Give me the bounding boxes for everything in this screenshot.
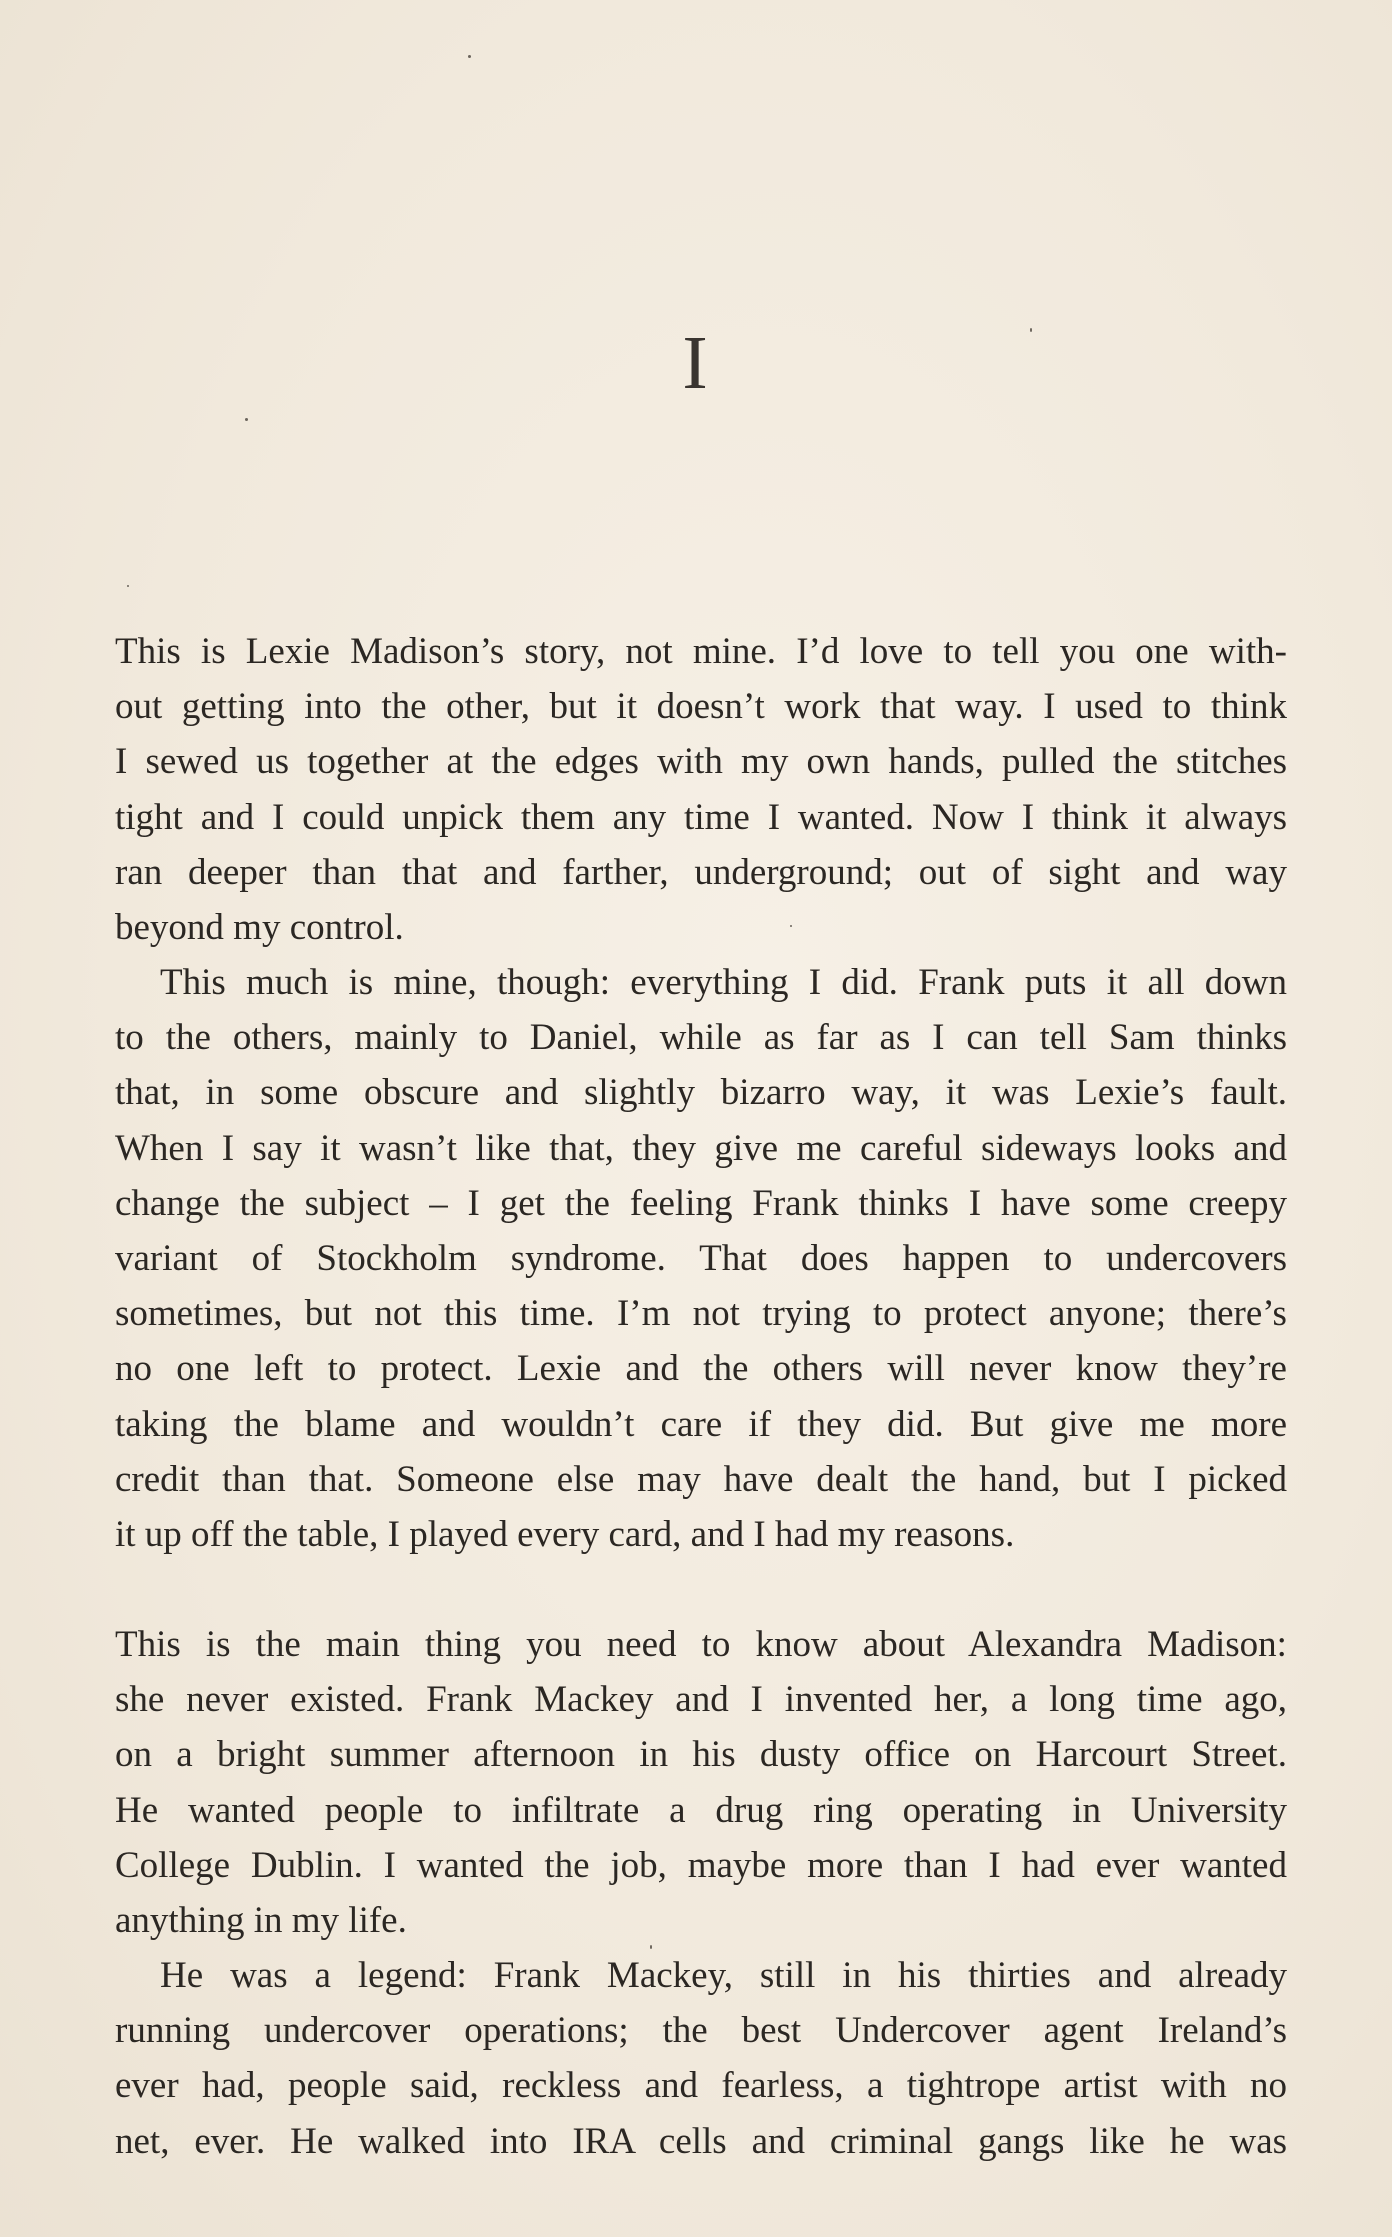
text-line: ran deeper than that and farther, underground; out of sight and way [115,851,1287,893]
text-line: to the others, mainly to Daniel, while as far as I can tell Sam thinks [115,1017,1288,1059]
chapter-number: I [682,321,710,405]
text-line: out getting into the other, but it doesn’t work that way. I used to think [115,686,1287,728]
text-line: anything in my life. [115,1900,407,1942]
text-line: beyond my control. [115,907,404,949]
text-line: He was a legend: Frank Mackey, still in his thirties and already [160,1955,1287,1996]
text-line: variant of Stockholm syndrome. That does happen to undercovers [115,1238,1287,1280]
text-line: This is Lexie Madison’s story, not mine. I’d love to tell you one with- [115,631,1287,672]
paper-speck [790,925,792,927]
paper-speck [468,55,471,58]
text-line: running undercover operations; the best Undercover agent Ireland’s [115,2010,1288,2052]
text-line: change the subject – I get the feeling Frank thinks I have some creepy [115,1182,1288,1224]
text-line: ever had, people said, reckless and fearless, a tightrope artist with no [115,2065,1288,2107]
text-line: credit than that. Someone else may have dealt the hand, but I picked [115,1458,1288,1500]
paragraph-2 [115,955,1287,1562]
paragraph-4 [115,1948,1287,2169]
text-line: no one left to protect. Lexie and the others will never know they’re [115,1348,1287,1390]
paper-speck [1030,328,1032,332]
paper-speck [245,418,248,421]
text-line: tight and I could unpick them any time I wanted. Now I think it always [115,796,1288,838]
text-line: on a bright summer afternoon in his dusty office on Harcourt Street. [115,1734,1287,1776]
paper-speck [127,585,129,587]
text-line: net, ever. He walked into IRA cells and criminal gangs like he was [115,2120,1288,2162]
text-line: I sewed us together at the edges with my own hands, pulled the stitches [115,741,1288,783]
text-line: it up off the table, I played every card, and I had my reasons. [115,1514,1015,1556]
paragraph-1 [115,624,1287,955]
text-line: sometimes, but not this time. I’m not trying to protect anyone; there’s [115,1293,1287,1335]
paper-speck [650,1945,652,1949]
text-line: This much is mine, though: everything I did. Frank puts it all down [160,962,1288,1003]
paragraph-3 [115,1617,1287,1948]
text-line: that, in some obscure and slightly bizarro way, it was Lexie’s fault. [115,1072,1288,1114]
text-line: He wanted people to infiltrate a drug ring operating in University [115,1789,1288,1831]
text-line: When I say it wasn’t like that, they give me careful sideways looks and [115,1127,1287,1169]
text-line: This is the main thing you need to know about Alexandra Madison: [115,1624,1287,1665]
text-line: College Dublin. I wanted the job, maybe more than I had ever wanted [115,1844,1287,1886]
text-line: taking the blame and wouldn’t care if they did. But give me more [115,1403,1288,1445]
text-line: she never existed. Frank Mackey and I invented her, a long time ago, [115,1679,1288,1721]
